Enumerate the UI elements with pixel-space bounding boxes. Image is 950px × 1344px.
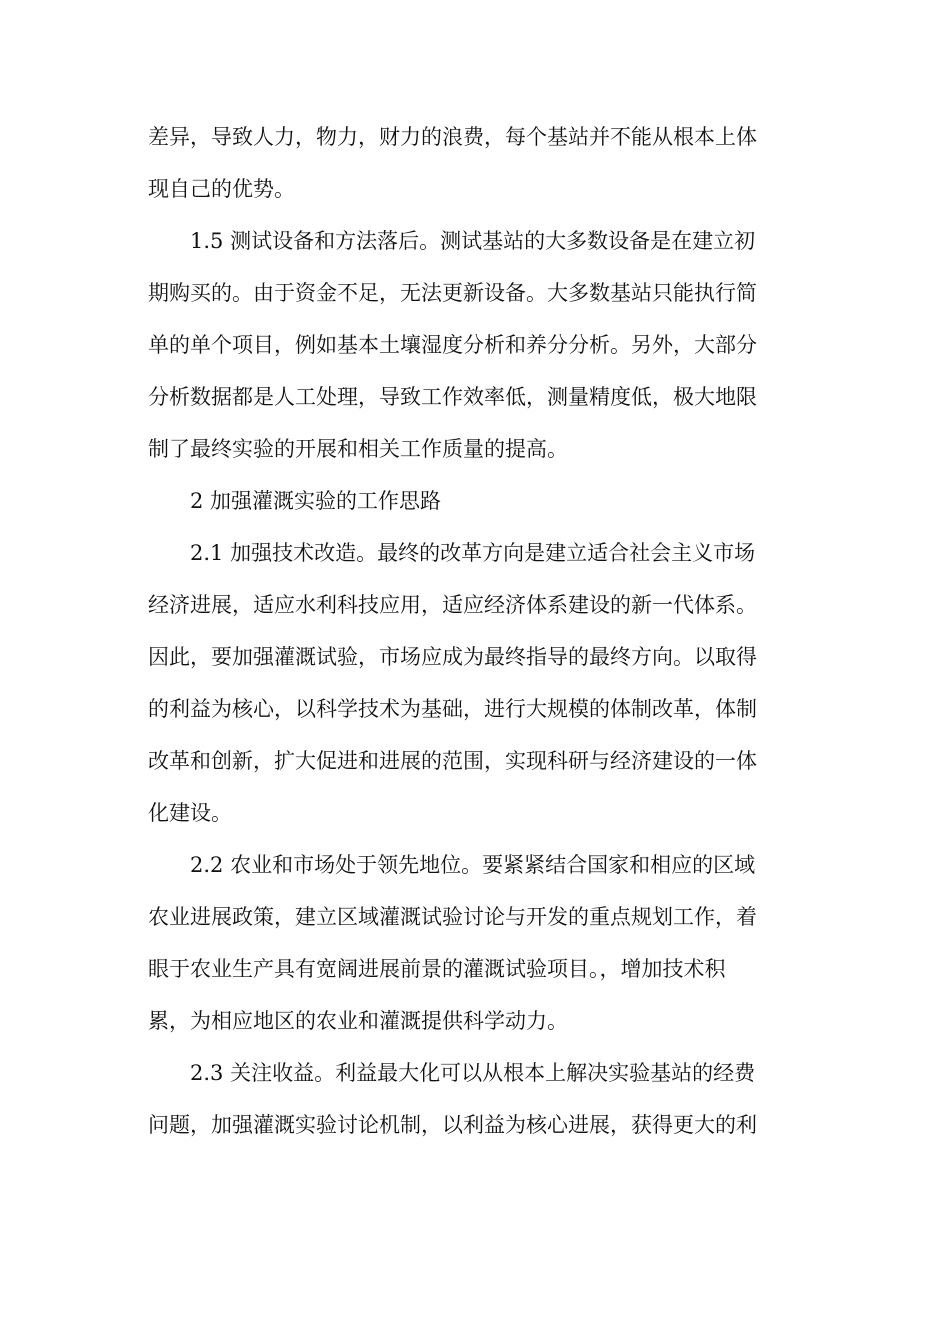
text-line: 2.2 农业和市场处于领先地位。要紧紧结合国家和相应的区域 [190,853,756,877]
text-line: 单的单个项目，例如基本土壤湿度分析和养分分析。另外，大部分 [148,333,757,357]
text-line: 改革和创新，扩大促进和进展的范围，实现科研与经济建设的一体 [148,749,757,773]
text-line: 分析数据都是人工处理，导致工作效率低，测量精度低，极大地限 [148,385,757,409]
text-line: 的利益为核心，以科学技术为基础，进行大规模的体制改革，体制 [148,697,757,721]
text-line: 差异，导致人力，物力，财力的浪费，每个基站并不能从根本上体 [148,125,757,149]
text-line: 因此，要加强灌溉试验，市场应成为最终指导的最终方向。以取得 [148,645,757,669]
text-line: 2 加强灌溉实验的工作思路 [190,489,442,513]
text-line: 2.1 加强技术改造。最终的改革方向是建立适合社会主义市场 [190,541,756,565]
text-line: 化建设。 [148,801,232,825]
text-line: 期购买的。由于资金不足，无法更新设备。大多数基站只能执行简 [148,281,757,305]
text-line: 1.5 测试设备和方法落后。测试基站的大多数设备是在建立初 [190,229,756,253]
text-line: 累，为相应地区的农业和灌溉提供科学动力。 [148,1009,568,1033]
text-line: 经济进展，适应水利科技应用，适应经济体系建设的新一代体系。 [148,593,757,617]
text-line: 问题，加强灌溉实验讨论机制，以利益为核心进展，获得更大的利 [148,1113,757,1137]
text-line: 制了最终实验的开展和相关工作质量的提高。 [148,437,568,461]
text-line: 农业进展政策，建立区域灌溉试验讨论与开发的重点规划工作，着 [148,905,757,929]
text-line: 眼于农业生产具有宽阔进展前景的灌溉试验项目。，增加技术积 [148,957,726,981]
text-line: 2.3 关注收益。利益最大化可以从根本上解决实验基站的经费 [190,1061,756,1085]
text-line: 现自己的优势。 [148,177,295,201]
body-text [148,114,798,1154]
